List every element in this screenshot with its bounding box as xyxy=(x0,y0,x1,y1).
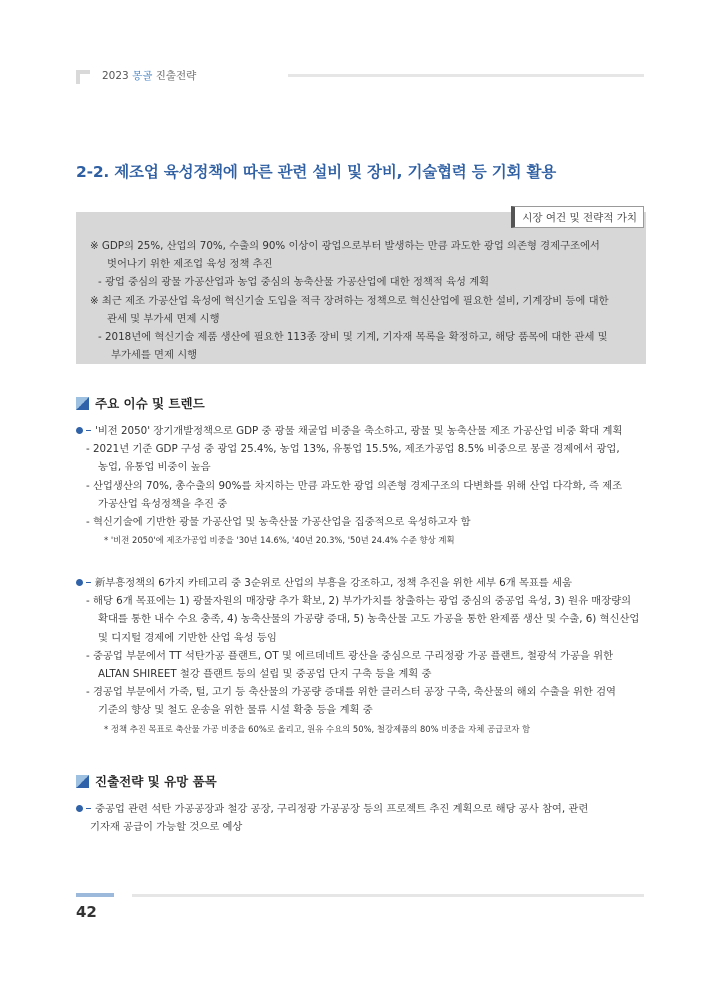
page-number: 42 xyxy=(76,903,97,921)
bullet-dot-icon xyxy=(76,579,83,586)
summary-tag: 시장 여건 및 전략적 가치 xyxy=(511,206,644,228)
issues-bullet-2 xyxy=(76,574,646,738)
summary-line: - 광업 중심의 광물 가공산업과 농업 중심의 농축산물 가공산업에 대한 정책적 육성 계획 xyxy=(98,276,490,289)
summary-line: 부가세를 면제 시행 xyxy=(111,349,198,362)
issues-heading xyxy=(76,394,205,412)
bullet-dot-icon xyxy=(76,805,83,812)
section-title: 2-2. 제조업 육성정책에 따른 관련 설비 및 장비, 기술협력 등 기회 활용 xyxy=(76,163,557,181)
summary-lines xyxy=(90,237,638,364)
bullet-text: '비전 2050' 장기개발정책으로 GDP 중 광물 채굴업 비중을 축소하고, 광물 및 농축산물 제조 가공산업 비중 확대 계획 xyxy=(95,425,623,437)
heading-square-icon xyxy=(76,775,89,788)
summary-line: - 2018년에 혁신기술 제품 생산에 필요한 113종 장비 및 기계, 기자재 목록을 확정하고, 해당 품목에 대한 관세 및 xyxy=(98,331,608,344)
footer-rule xyxy=(132,894,644,897)
header-subject: 진출전략 xyxy=(155,70,197,82)
summary-box xyxy=(76,212,646,364)
sub-line: - 경공업 부문에서 가죽, 털, 고기 등 축산물의 가공량 증대를 위한 클러스터 공장 구축, 축산물의 해외 수출을 위한 검역 xyxy=(86,686,616,699)
bullet-line: 기자재 공급이 가능할 것으로 예상 xyxy=(90,821,243,834)
footer-accent-bar xyxy=(76,893,114,897)
summary-line: ※ 최근 제조 가공산업 육성에 혁신기술 도입을 적극 장려하는 정책으로 혁신산업에 필요한 설비, 기계장비 등에 대한 xyxy=(90,294,609,307)
sub-line: 농업, 유통업 비중이 높음 xyxy=(98,461,211,474)
summary-line: 관세 및 부가세 면제 시행 xyxy=(107,312,220,325)
sub-line: 기준의 향상 및 철도 운송을 위한 물류 시설 확충 등을 계획 중 xyxy=(98,704,373,717)
sub-line: - 해당 6개 목표에는 1) 광물자원의 매장량 추가 확보, 2) 부가가치를 창출하는 광업 중심의 중공업 육성, 3) 원유 매장량의 xyxy=(86,595,632,608)
header-rule xyxy=(288,74,644,77)
bullet-dash-icon xyxy=(86,582,91,583)
strategy-heading xyxy=(76,772,217,790)
issues-bullet-1 xyxy=(76,422,646,549)
bullet-dot-icon xyxy=(76,427,83,434)
sub-line: - 산업생산의 70%, 총수출의 90%를 차지하는 만큼 과도한 광업 의존형 경제구조의 다변화를 위해 산업 다각화, 즉 제조 xyxy=(86,479,623,492)
bullet-text: 新부흥정책의 6가지 카테고리 중 3순위로 산업의 부흥을 강조하고, 정책 추진을 위한 세부 6개 목표를 세움 xyxy=(95,577,572,589)
footnote-line: * 정책 추진 목표로 축산물 가공 비중을 60%로 올리고, 원유 수요의 50%, 철강제품의 80% 비중을 자체 공급코자 함 xyxy=(104,723,531,734)
issues-heading-text: 주요 이슈 및 트렌드 xyxy=(95,396,205,411)
strategy-bullet xyxy=(76,800,646,836)
bullet-dash-icon xyxy=(86,430,91,431)
sub-line: 확대를 통한 내수 수요 충족, 4) 농축산물의 가공량 증대, 5) 농축산물 고도 가공을 통한 완제품 생산 및 수출, 6) 혁신산업 xyxy=(98,613,640,626)
running-header xyxy=(76,66,644,84)
bullet-text: 중공업 관련 석탄 가공공장과 철강 공장, 구리정광 가공공장 등의 프로젝트 추진 계획으로 해당 공사 참여, 관련 xyxy=(95,803,589,815)
sub-line: ALTAN SHIREET 철강 플랜트 등의 설립 및 중공업 단지 구축 등을 계획 중 xyxy=(98,667,432,680)
heading-square-icon xyxy=(76,397,89,410)
bullet-line xyxy=(76,422,646,440)
footnote-line: * '비전 2050'에 제조가공업 비중을 '30년 14.6%, '40년 20.3%, '50년 24.4% 수준 향상 계획 xyxy=(104,535,455,546)
summary-line: ※ GDP의 25%, 산업의 70%, 수출의 90% 이상이 광업으로부터 발생하는 만큼 과도한 광업 의존형 경제구조에서 xyxy=(90,240,600,252)
header-text xyxy=(102,68,196,83)
sub-line: 및 디지털 경제에 기반한 산업 육성 등임 xyxy=(98,631,277,644)
header-country: 몽골 xyxy=(132,70,153,82)
summary-line: 벗어나기 위한 제조업 육성 정책 추진 xyxy=(107,258,273,271)
header-bracket-ornament xyxy=(76,70,90,84)
strategy-heading-text: 진출전략 및 유망 품목 xyxy=(95,774,217,789)
sub-line: - 혁신기술에 기반한 광물 가공산업 및 농축산물 가공산업을 집중적으로 육성하고자 함 xyxy=(86,515,471,528)
sub-line: - 2021년 기준 GDP 구성 중 광업 25.4%, 농업 13%, 유통업 15.5%, 제조가공업 8.5% 비중으로 몽골 경제에서 광업, xyxy=(86,443,620,456)
header-year: 2023 xyxy=(102,70,129,82)
bullet-dash-icon xyxy=(86,808,91,809)
sub-line: 가공산업 육성정책을 추진 중 xyxy=(98,497,228,510)
bullet-line xyxy=(76,574,646,592)
sub-line: - 중공업 부문에서 TT 석탄가공 플랜트, OT 및 에르데네트 광산을 중심으로 구리정광 가공 플랜트, 철광석 가공을 위한 xyxy=(86,649,614,662)
bullet-line xyxy=(76,800,646,818)
